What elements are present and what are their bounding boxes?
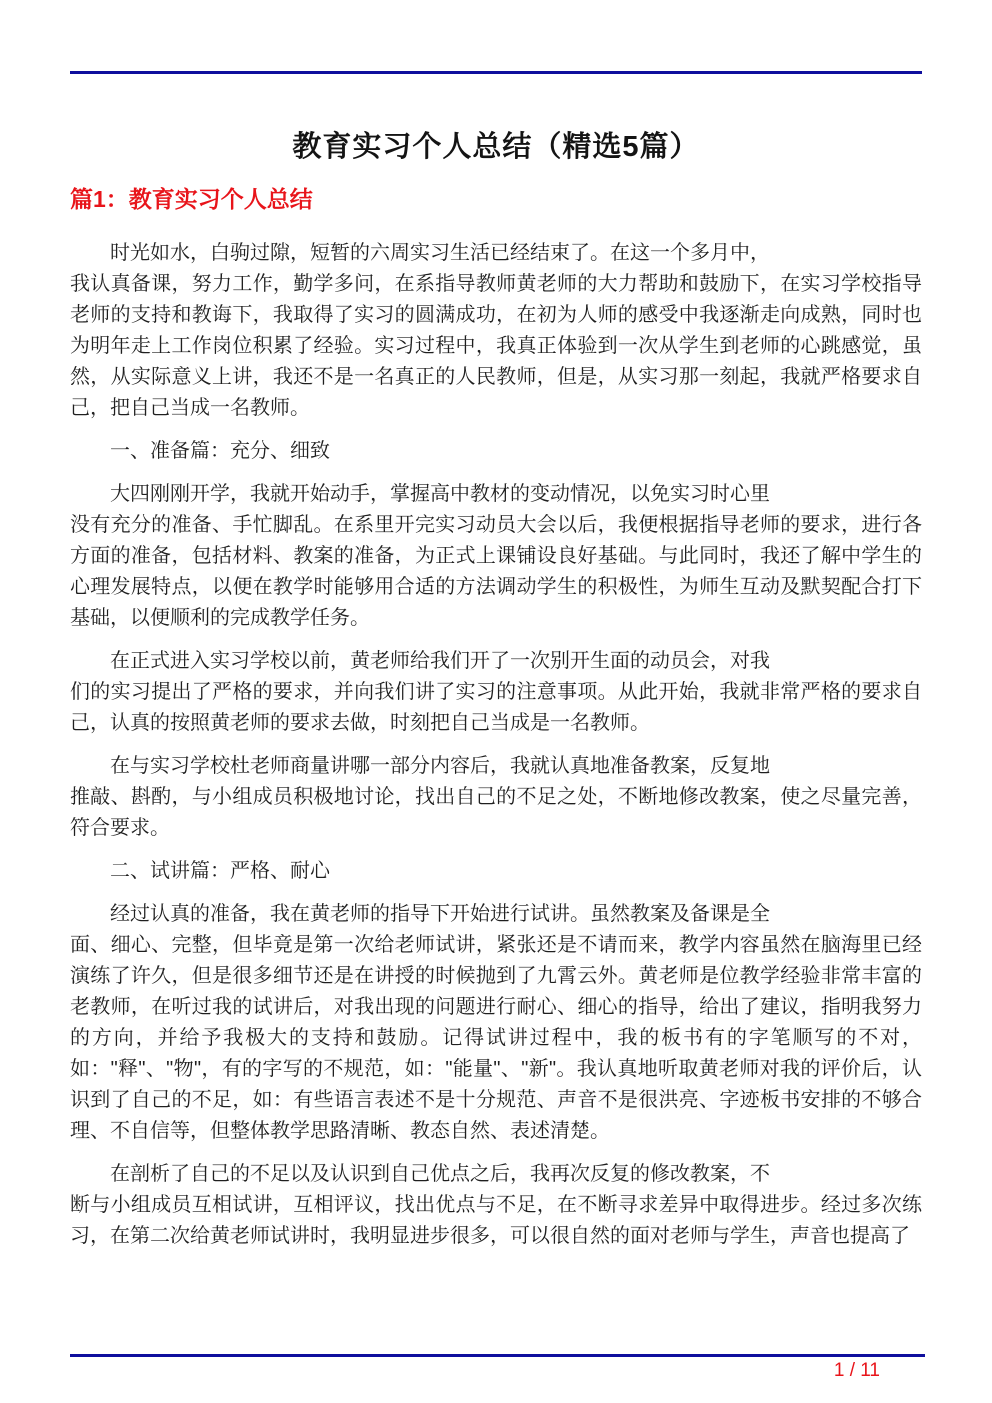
document-title: 教育实习个人总结（精选5篇） bbox=[292, 131, 700, 163]
paragraph-first-line: 时光如水，白驹过隙，短暂的六周实习生活已经结束了。在这一个多月中， bbox=[110, 242, 770, 264]
paragraph bbox=[70, 646, 922, 739]
paragraph-first-line: 大四刚刚开学，我就开始动手，掌握高中教材的变动情况，以免实习时心里 bbox=[110, 483, 770, 505]
paragraph bbox=[70, 238, 922, 424]
paragraph-first-line: 在与实习学校杜老师商量讲哪一部分内容后，我就认真地准备教案，反复地 bbox=[110, 755, 770, 777]
paragraph-first-line: 在剖析了自己的不足以及认识到自己优点之后，我再次反复的修改教案，不 bbox=[110, 1163, 770, 1185]
header-divider bbox=[70, 71, 922, 74]
section-heading: 二、试讲篇：严格、耐心 bbox=[110, 860, 330, 882]
paragraph bbox=[70, 479, 922, 634]
paragraph-text: 我认真备课，努力工作，勤学多问，在系指导教师黄老师的大力帮助和鼓励下，在实习学校指导老师的支持和教诲下，我取得了实习的圆满成功，在初为人师的感受中我逐渐走向成熟，同时也为明年走上工作岗位积累了经验。实习过程中，我真正体验到一次从学生到老师的心跳感觉，虽然，从实际意义上讲，我还不是一名真正的人民教师，但是，从实习那一刻起，我就严格要求自己，把自己当成一名教师。 bbox=[70, 273, 922, 419]
paragraph-first-line: 在正式进入实习学校以前，黄老师给我们开了一次别开生面的动员会，对我 bbox=[110, 650, 770, 672]
footer-divider bbox=[70, 1354, 925, 1357]
document-body bbox=[70, 184, 922, 1264]
paragraph-text: 们的实习提出了严格的要求，并向我们讲了实习的注意事项。从此开始，我就非常严格的要求自己，认真的按照黄老师的要求去做，时刻把自己当成是一名教师。 bbox=[70, 681, 922, 734]
paragraph bbox=[70, 899, 922, 1147]
page-number: 1 / 11 bbox=[833, 1360, 880, 1381]
paragraph-text: 没有充分的准备、手忙脚乱。在系里开完实习动员大会以后，我便根据指导老师的要求，进行各方面的准备，包括材料、教案的准备，为正式上课铺设良好基础。与此同时，我还了解中学生的心理发展特点，以便在教学时能够用合适的方法调动学生的积极性，为师生互动及默契配合打下基础，以便顺利的完成教学任务。 bbox=[70, 514, 922, 629]
paragraph bbox=[70, 751, 922, 844]
paragraph bbox=[70, 1159, 922, 1252]
paragraph-text: 断与小组成员互相试讲，互相评议，找出优点与不足，在不断寻求差异中取得进步。经过多次练习，在第二次给黄老师试讲时，我明显进步很多，可以很自然的面对老师与学生，声音也提高了 bbox=[70, 1194, 922, 1247]
paragraph-first-line: 经过认真的准备，我在黄老师的指导下开始进行试讲。虽然教案及备课是全 bbox=[110, 903, 770, 925]
paragraph-text: 推敲、斟酌，与小组成员积极地讨论，找出自己的不足之处，不断地修改教案，使之尽量完善，符合要求。 bbox=[70, 786, 922, 839]
article-heading: 篇1：教育实习个人总结 bbox=[70, 186, 313, 212]
paragraph-text: 面、细心、完整，但毕竟是第一次给老师试讲，紧张还是不请而来，教学内容虽然在脑海里已经演练了许久，但是很多细节还是在讲授的时候抛到了九霄云外。黄老师是位教学经验非常丰富的老教师，在听过我的试讲后，对我出现的问题进行耐心、细心的指导，给出了建议，指明我努力的方向，并给予我极大的支持和鼓励。记得试讲过程中，我的板书有的字笔顺写的不对，如："释"、"物"，有的字写的不规范，如："能量"、"新"。我认真地听取黄老师对我的评价后，认识到了自己的不足，如：有些语言表述不是十分规范、声音不是很洪亮、字迹板书安排的不够合理、不自信等，但整体教学思路清晰、教态自然、表述清楚。 bbox=[70, 934, 922, 1142]
section-heading: 一、准备篇：充分、细致 bbox=[110, 440, 330, 462]
